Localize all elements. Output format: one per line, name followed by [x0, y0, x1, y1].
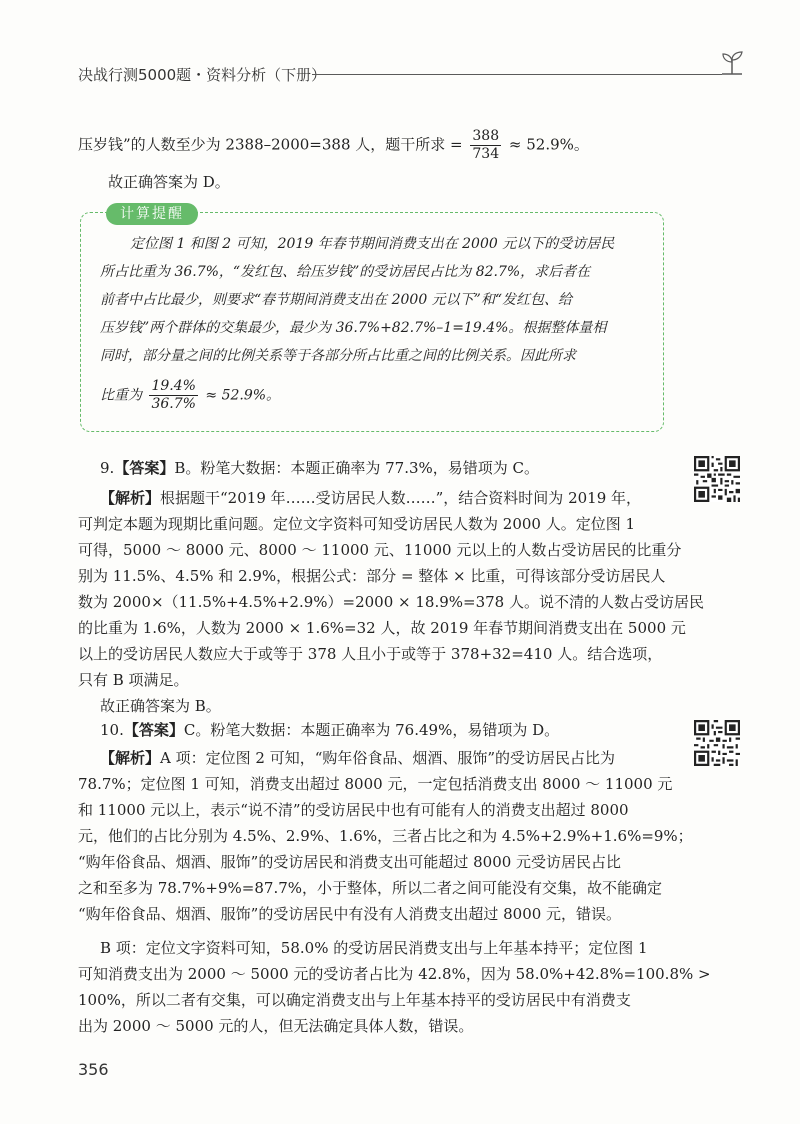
q9-analysis-line: 别为 11.5%、4.5% 和 2.9%，根据公式：部分 = 整体 × 比重，可得该部分受访居民人	[78, 567, 666, 585]
q9-analysis-line	[100, 488, 641, 508]
page-number: 356	[78, 1060, 109, 1079]
intro-line	[78, 128, 589, 163]
q10-analysis-line: 100%，所以二者有交集，可以确定消费支出与上年基本持平的受访居民中有消费支	[78, 991, 631, 1009]
running-header-title: 决战行测5000题・资料分析（下册）	[78, 66, 327, 84]
qr-code-icon[interactable]	[694, 720, 740, 766]
q9-analysis-text: 根据题干“2019 年……受访居民人数……”，结合资料时间为 2019 年，	[160, 489, 642, 507]
q9-analysis-label: 【解析】	[100, 489, 161, 507]
q9-conclusion: 故正确答案为 B。	[100, 697, 221, 715]
header-rule	[312, 74, 722, 75]
q9-analysis-line: 数为 2000×（11.5%+4.5%+2.9%）=2000 × 18.9%=378 人。说不清的人数占受访居民	[78, 593, 704, 611]
q10-analysis-text: A 项：定位图 2 可知，“购年俗食品、烟酒、服饰”的受访居民占比为	[160, 749, 616, 767]
intro-conclusion: 故正确答案为 D。	[108, 173, 230, 191]
reminder-last-line	[100, 378, 280, 413]
q10-analysis-label: 【解析】	[100, 749, 161, 767]
intro-fraction	[470, 128, 501, 163]
q9-analysis-line: 可判定本题为现期比重问题。定位文字资料可知受访居民人数为 2000 人。定位图 1	[78, 515, 636, 533]
q9-analysis-line: 的比重为 1.6%，人数为 2000 × 1.6%=32 人，故 2019 年春节期间消费支出在 5000 元	[78, 619, 686, 637]
q9-answer-label: 【答案】	[114, 459, 175, 477]
q10-analysis-line: 和 11000 元以上，表示“说不清”的受访居民中也有可能有人的消费支出超过 8000	[78, 801, 629, 819]
reminder-result: ≈ 52.9%。	[205, 387, 281, 404]
q10-analysis-line: “购年俗食品、烟酒、服饰”的受访居民中有没有人消费支出超过 8000 元，错误。	[78, 905, 622, 923]
reminder-line: 前者中占比最少，则要求“春节期间消费支出在 2000 元以下”和“发红包、给	[100, 292, 572, 308]
q10-analysis-line: 出为 2000 ～ 5000 元的人，但无法确定具体人数，错误。	[78, 1017, 474, 1035]
fraction-denominator: 734	[472, 146, 500, 162]
q10-analysis-line: 78.7%；定位图 1 可知，消费支出超过 8000 元，一定包括消费支出 8000 ～ 11000 元	[78, 775, 673, 793]
fraction-numerator: 388	[472, 128, 500, 144]
q9-number: 9.	[100, 459, 115, 477]
q10-analysis-line: 元，他们的占比分别为 4.5%、2.9%、1.6%，三者占比之和为 4.5%+2.9%+1.6%=9%；	[78, 827, 693, 845]
q9-answer-line	[100, 458, 539, 478]
q10-answer-text: C。粉笔大数据：本题正确率为 76.49%，易错项为 D。	[183, 721, 560, 739]
reminder-line: 定位图 1 和图 2 可知，2019 年春节期间消费支出在 2000 元以下的受访居民	[130, 236, 615, 252]
q9-analysis-line: 以上的受访居民人数应大于或等于 378 人且小于或等于 378+32=410 人。结合选项，	[78, 645, 663, 663]
q10-analysis-line	[100, 748, 615, 768]
reminder-line: 所占比重为 36.7%，“发红包、给压岁钱”的受访居民占比为 82.7%，求后者在	[100, 264, 591, 280]
sprout-icon	[718, 48, 748, 78]
fraction-denominator: 36.7%	[151, 396, 196, 412]
q10-answer-line	[100, 720, 559, 740]
fraction-numerator: 19.4%	[151, 378, 196, 394]
q10-analysis-line: 可知消费支出为 2000 ～ 5000 元的受访者占比为 42.8%，因为 58.0%+42.8%=100.8% >	[78, 965, 711, 983]
reminder-tag: 计算提醒	[106, 203, 198, 225]
q10-answer-label: 【答案】	[123, 721, 184, 739]
reminder-line: 同时，部分量之间的比例关系等于各部分所占比重之间的比例关系。因此所求	[100, 348, 576, 364]
reminder-last-text: 比重为	[100, 387, 142, 404]
q9-analysis-line: 只有 B 项满足。	[78, 671, 189, 689]
q10-number: 10.	[100, 721, 124, 739]
q10-analysis-line: 之和至多为 78.7%+9%=87.7%，小于整体，所以二者之间可能没有交集，故不能确定	[78, 879, 663, 897]
q9-analysis-line: 可得，5000 ～ 8000 元、8000 ～ 11000 元、11000 元以上的人数占受访居民的比重分	[78, 541, 682, 559]
reminder-fraction	[149, 378, 197, 413]
q10-analysis-line: “购年俗食品、烟酒、服饰”的受访居民和消费支出可能超过 8000 元受访居民占比	[78, 853, 622, 871]
q10-analysis-line: B 项：定位文字资料可知，58.0% 的受访居民消费支出与上年基本持平；定位图 1	[100, 939, 648, 957]
q9-answer-text: B。粉笔大数据：本题正确率为 77.3%，易错项为 C。	[174, 459, 540, 477]
qr-code-icon[interactable]	[694, 456, 740, 502]
reminder-line: 压岁钱”两个群体的交集最少，最少为 36.7%+82.7%–1=19.4%。根据整体量相	[100, 320, 607, 336]
intro-text: 压岁钱”的人数至少为 2388–2000=388 人，题干所求 =	[78, 135, 463, 154]
intro-result: ≈ 52.9%。	[508, 135, 589, 154]
